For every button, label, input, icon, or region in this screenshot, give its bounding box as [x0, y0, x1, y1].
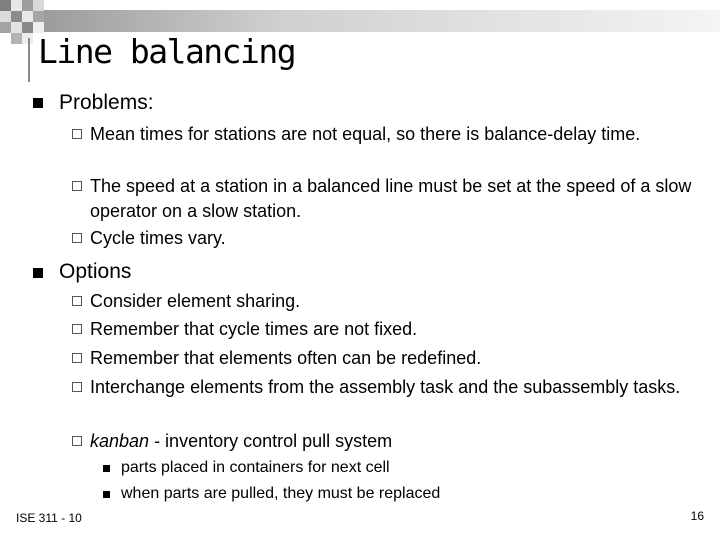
- kanban-term: kanban: [90, 431, 150, 451]
- hollow-square-bullet-icon: [72, 129, 82, 139]
- bullet-square-icon: [33, 98, 43, 108]
- hollow-square-bullet-icon: [72, 233, 82, 243]
- hollow-square-bullet-icon: [72, 382, 82, 392]
- slide-title: Line balancing: [38, 32, 296, 71]
- footer-page-number: 16: [690, 509, 704, 523]
- hollow-square-bullet-icon: [72, 436, 82, 446]
- hollow-square-bullet-icon: [72, 296, 82, 306]
- hollow-square-bullet-icon: [72, 353, 82, 363]
- option-item: Interchange elements from the assembly task and the subassembly tasks.: [90, 377, 681, 397]
- section-heading-options: Options: [59, 260, 132, 283]
- header-gradient-bar: [36, 10, 720, 32]
- problem-item: The speed at a station in a balanced line must be set at the speed of a slow operator on a slow station.: [90, 176, 692, 221]
- option-item: Remember that elements often can be redefined.: [90, 348, 482, 368]
- title-left-rule: [28, 38, 30, 82]
- option-item: Consider element sharing.: [90, 291, 301, 311]
- small-square-bullet-icon: [103, 465, 110, 472]
- kanban-subitem: when parts are pulled, they must be replaced: [121, 485, 441, 502]
- problem-item: Cycle times vary.: [90, 228, 226, 248]
- footer-course-label: ISE 311 - 10: [16, 511, 82, 525]
- option-item: Remember that cycle times are not fixed.: [90, 319, 418, 339]
- kanban-description: - inventory control pull system: [149, 431, 393, 451]
- option-item-kanban: [90, 429, 700, 454]
- bullet-square-icon: [33, 268, 43, 278]
- small-square-bullet-icon: [103, 491, 110, 498]
- kanban-subitem: parts placed in containers for next cell: [121, 459, 390, 476]
- problem-item: Mean times for stations are not equal, so there is balance-delay time.: [90, 124, 641, 144]
- hollow-square-bullet-icon: [72, 324, 82, 334]
- section-heading-problems: Problems:: [59, 91, 154, 114]
- hollow-square-bullet-icon: [72, 181, 82, 191]
